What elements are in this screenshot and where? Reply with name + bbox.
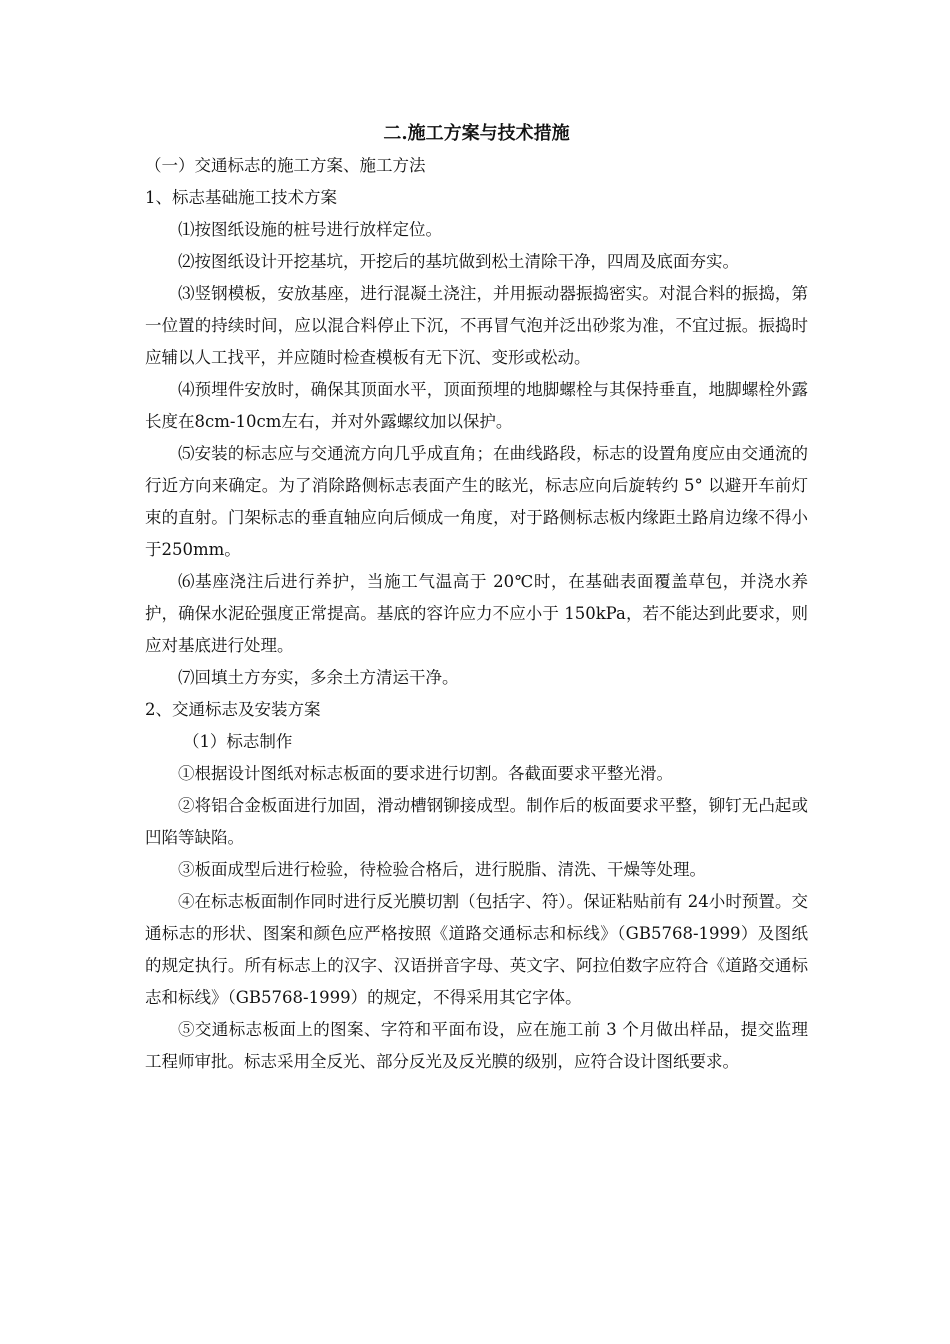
subsection-heading-installation: 2、交通标志及安装方案: [145, 700, 321, 719]
sign-making-step-4: ④在标志板面制作同时进行反光膜切割（包括字、符）。保证粘贴前有 24小时预置。交通标志的形状、图案和颜色应严格按照《道路交通标志和标线》（GB5768-1999）及图纸的规定执行。所有标志上的汉字、汉语拼音字母、英文字、阿拉伯数字应符合《道路交通标志和标线》（GB5768-1999）的规定，不得采用其它字体。: [145, 892, 808, 1007]
subsection-heading-foundation: 1、标志基础施工技术方案: [145, 188, 337, 207]
foundation-step-5: ⑸安装的标志应与交通流方向几乎成直角；在曲线路段，标志的设置角度应由交通流的行近方向来确定。为了消除路侧标志表面产生的眩光，标志应向后旋转约 5° 以避开车前灯束的直射。门架标志的垂直轴应向后倾成一角度，对于路侧标志板内缘距土路肩边缘不得小于250mm。: [145, 444, 808, 559]
foundation-step-3: ⑶竖钢模板，安放基座，进行混凝土浇注，并用振动器振捣密实。对混合料的振捣，第一位置的持续时间，应以混合料停止下沉，不再冒气泡并泛出砂浆为准，不宜过振。振捣时应辅以人工找平，并应随时检查模板有无下沉、变形或松动。: [145, 284, 808, 367]
document-title: 二.施工方案与技术措施: [383, 123, 570, 144]
part-heading-sign-making: （1）标志制作: [182, 732, 293, 751]
foundation-step-2: ⑵按图纸设计开挖基坑，开挖后的基坑做到松土清除干净，四周及底面夯实。: [178, 252, 739, 271]
foundation-step-4: ⑷预埋件安放时，确保其顶面水平，顶面预埋的地脚螺栓与其保持垂直，地脚螺栓外露长度在8cm-10cm左右，并对外露螺纹加以保护。: [145, 380, 808, 431]
foundation-step-1: ⑴按图纸设施的桩号进行放样定位。: [178, 220, 442, 239]
sign-making-step-5: ⑤交通标志板面上的图案、字符和平面布设，应在施工前 3 个月做出样品，提交监理工程师审批。标志采用全反光、部分反光及反光膜的级别，应符合设计图纸要求。: [145, 1020, 808, 1071]
section-heading: （一）交通标志的施工方案、施工方法: [145, 156, 426, 175]
sign-making-step-1: ①根据设计图纸对标志板面的要求进行切割。各截面要求平整光滑。: [178, 764, 673, 783]
foundation-step-6: ⑹基座浇注后进行养护，当施工气温高于 20℃时，在基础表面覆盖草包，并浇水养护，确保水泥砼强度正常提高。基底的容许应力不应小于 150kPa，若不能达到此要求，则应对基底进行处理。: [145, 572, 808, 655]
sign-making-step-3: ③板面成型后进行检验，待检验合格后，进行脱脂、清洗、干燥等处理。: [178, 860, 706, 879]
foundation-step-7: ⑺回填土方夯实，多余土方清运干净。: [178, 668, 459, 687]
sign-making-step-2: ②将铝合金板面进行加固，滑动槽钢铆接成型。制作后的板面要求平整，铆钉无凸起或凹陷等缺陷。: [145, 796, 808, 847]
document-page: [145, 118, 808, 1078]
